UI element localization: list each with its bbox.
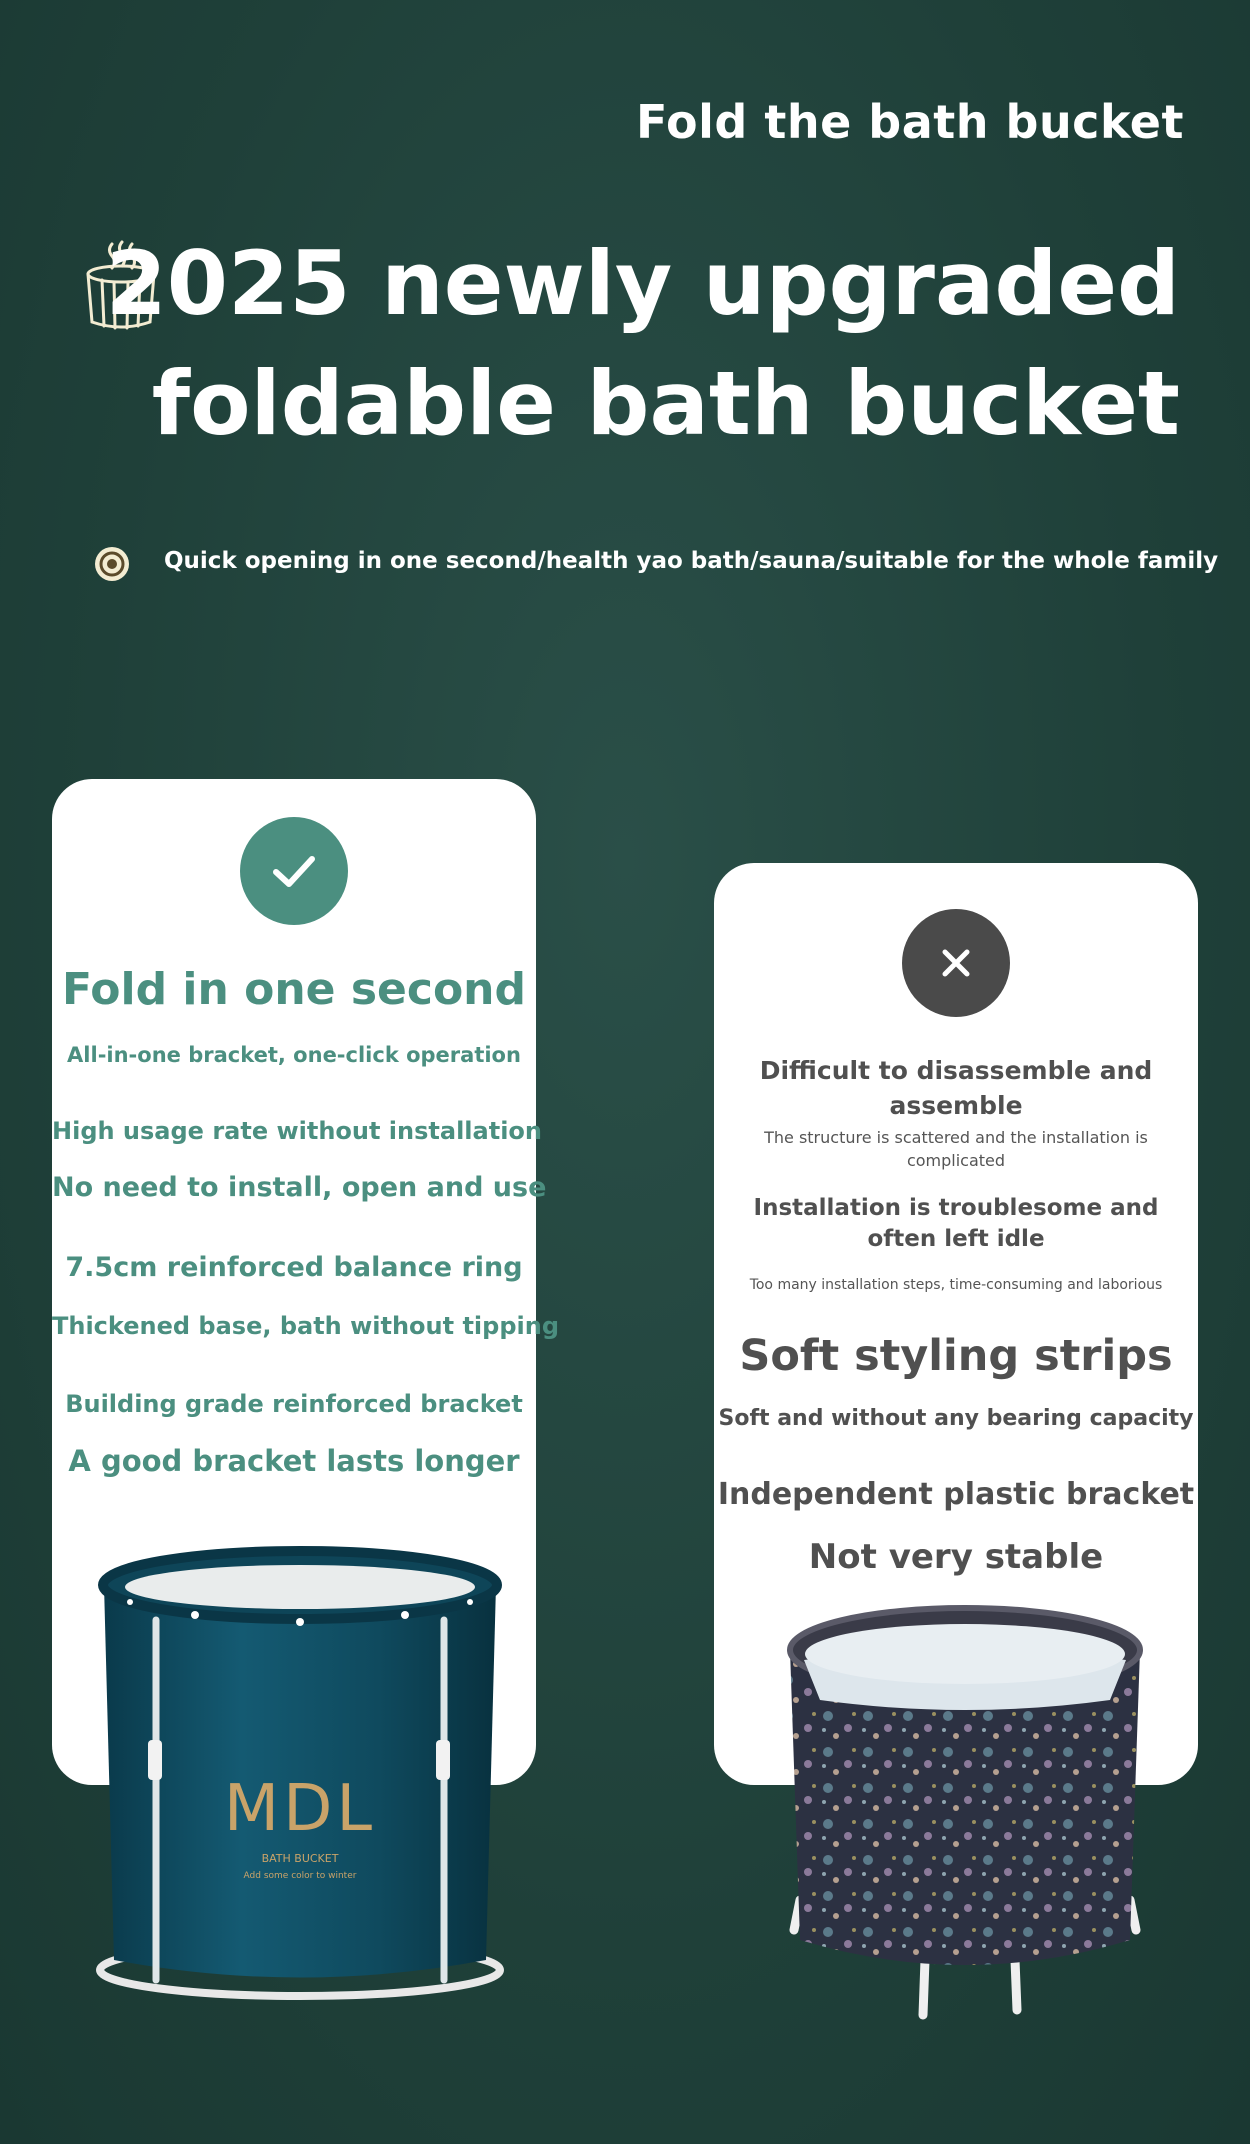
- check-icon: [240, 817, 348, 925]
- subtitle: Fold the bath bucket: [635, 95, 1184, 149]
- tagline: Quick opening in one second/health yao bath/sauna/suitable for the whole family: [164, 548, 1219, 574]
- good-feature-4: 7.5cm reinforced balance ring: [65, 1252, 523, 1283]
- headline-line-2: foldable bath bucket: [151, 352, 1180, 455]
- bad-point-4-detail: Not very stable: [808, 1537, 1104, 1577]
- bucket-logo: MDL: [223, 1772, 377, 1846]
- good-feature-2: High usage rate without installation: [52, 1117, 542, 1145]
- good-feature-5: Thickened base, bath without tipping: [52, 1312, 560, 1340]
- bad-point-2-detail: Too many installation steps, time-consuming and laborious: [749, 1277, 1163, 1293]
- bad-point-2: Installation is troublesome and often left idle: [753, 1195, 1159, 1252]
- good-feature-6: Building grade reinforced bracket: [65, 1390, 523, 1418]
- bad-point-4: Independent plastic bracket: [717, 1477, 1195, 1512]
- bucket-slogan: Add some color to winter: [243, 1871, 357, 1881]
- bad-point-3-detail: Soft and without any bearing capacity: [718, 1406, 1194, 1431]
- target-icon: [93, 545, 131, 583]
- bad-point-3: Soft styling strips: [739, 1331, 1173, 1381]
- bad-point-1: Difficult to disassemble and assemble: [759, 1056, 1153, 1120]
- good-feature-1: All-in-one bracket, one-click operation: [67, 1043, 521, 1067]
- close-icon: [902, 909, 1010, 1017]
- plastic-bath-bucket-image: [780, 1600, 1150, 2030]
- headline-line-1: 2025 newly upgraded: [105, 232, 1180, 335]
- good-card-title: Fold in one second: [62, 964, 526, 1015]
- bad-point-1-detail: The structure is scattered and the installation is complicated: [764, 1128, 1148, 1170]
- good-feature-7: A good bracket lasts longer: [68, 1444, 520, 1478]
- foldable-bath-bucket-image: [90, 1540, 510, 2010]
- good-feature-3: No need to install, open and use: [52, 1172, 547, 1203]
- bucket-label: BATH BUCKET: [261, 1852, 339, 1865]
